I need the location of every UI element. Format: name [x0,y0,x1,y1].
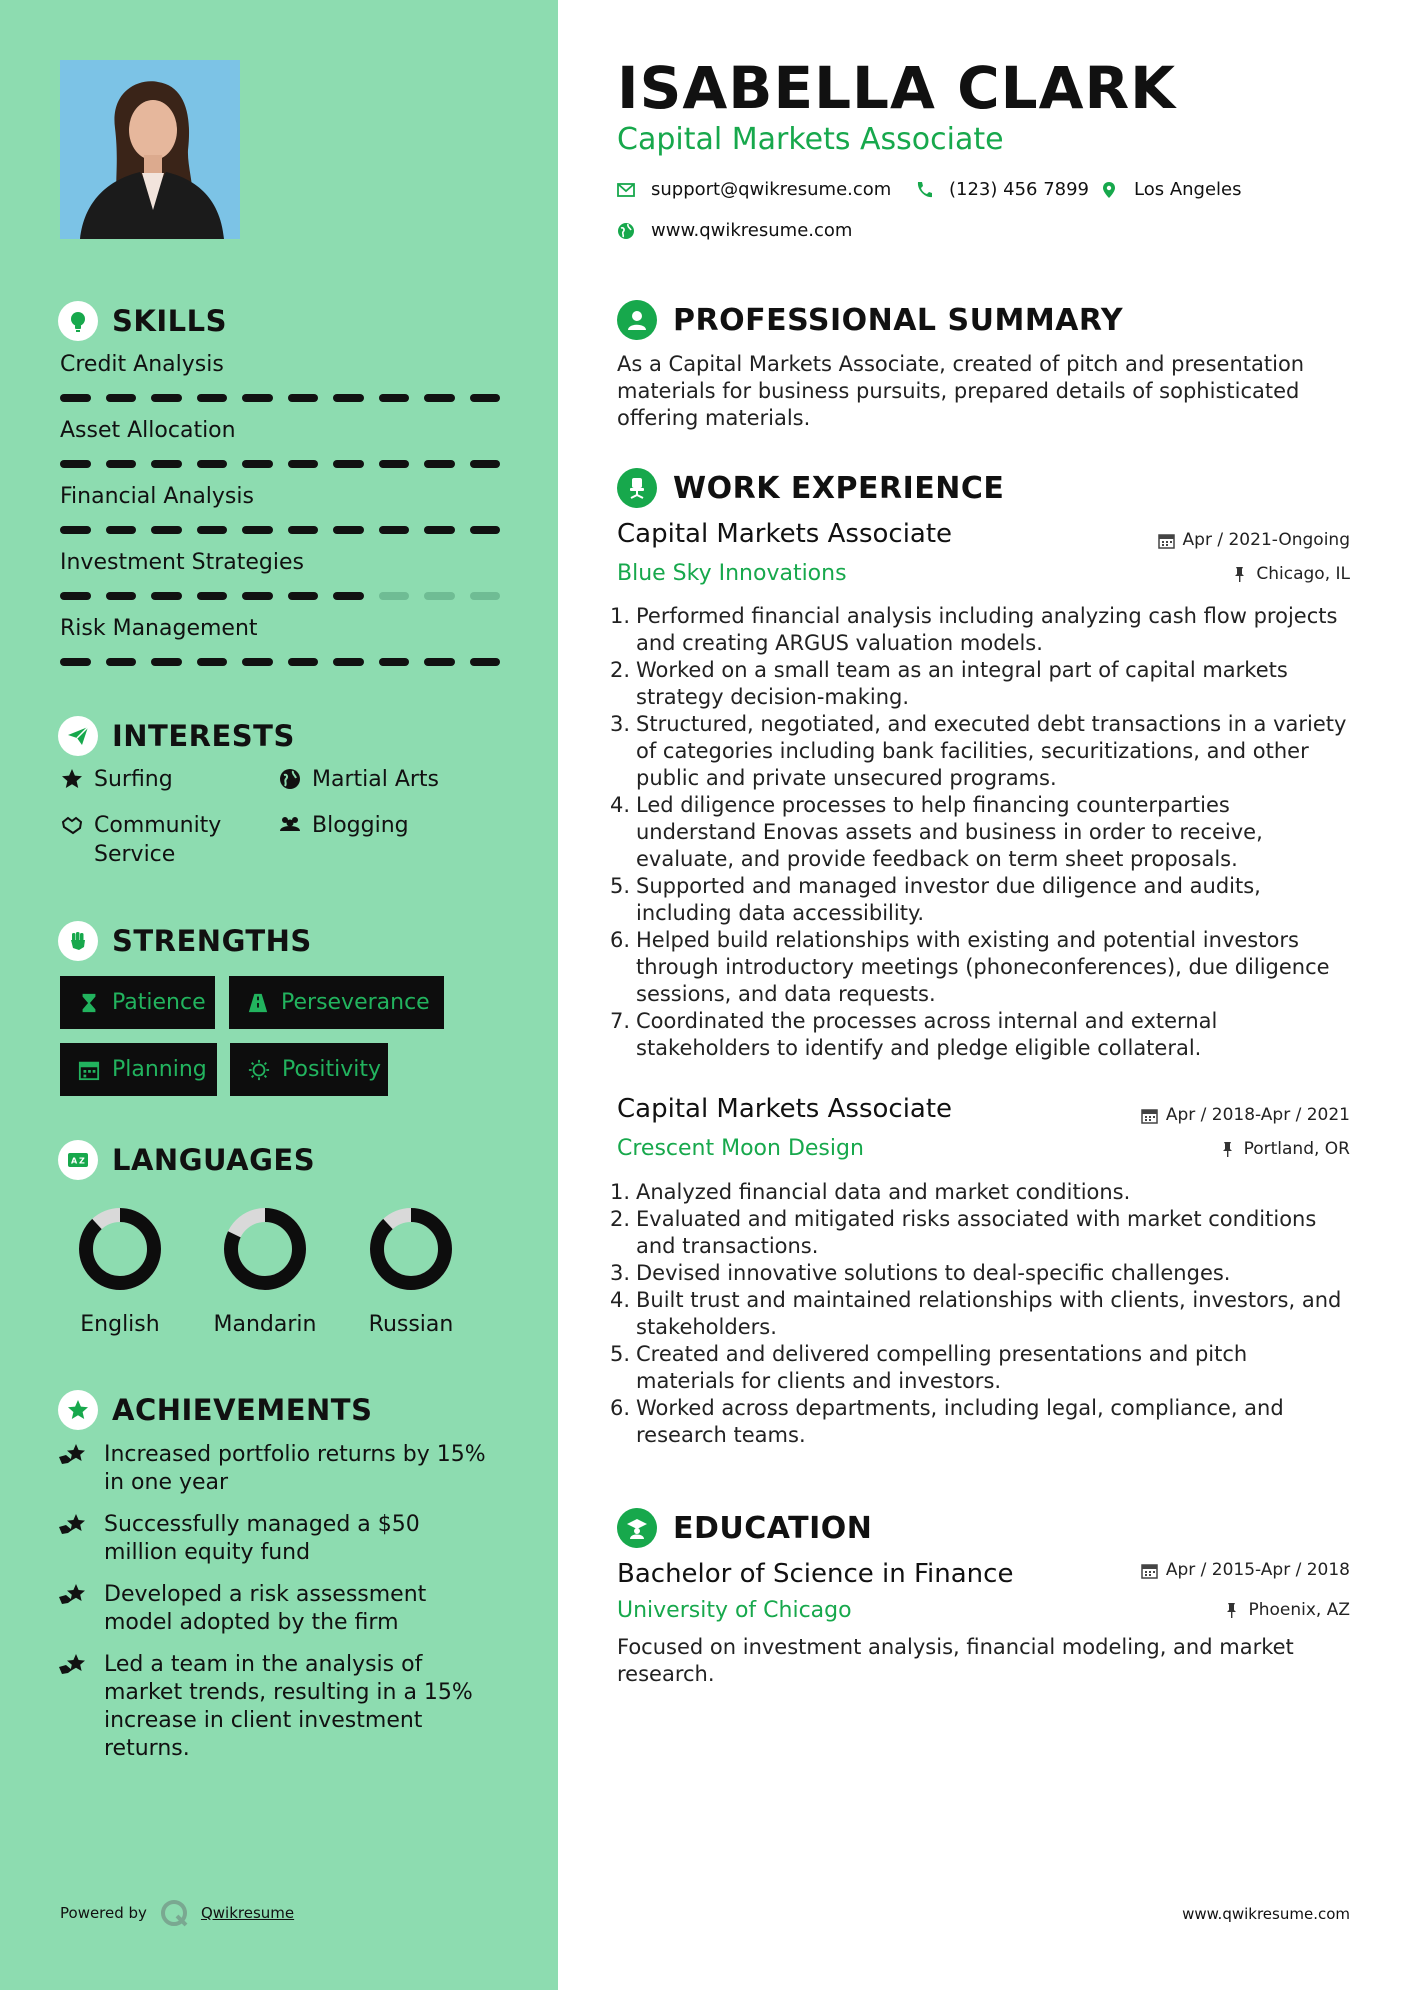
duty-item [610,711,1350,792]
duty-item [610,1395,1350,1449]
duty-number: 5. [610,874,631,898]
skill-level-segment [151,592,182,600]
skill-asset-allocation [60,416,500,468]
job-location-text: Chicago, IL [1256,564,1350,584]
achievements-heading [58,1388,372,1432]
duty-item [610,1179,1350,1206]
interest-item [60,811,260,869]
languages-title: LANGUAGES [112,1143,316,1177]
hourglass-icon [78,992,100,1014]
skill-level-segment [424,658,455,666]
skill-level-segment [106,526,137,534]
education-dates [1141,1560,1350,1580]
star-hand-icon [58,1513,90,1541]
skill-level-bar [60,658,500,666]
skill-level-segment [288,658,319,666]
duty-text: Helped build relationships with existing and potential investors through introductory meetings (phoneconferences), due diligence sessions, and data requests. [636,928,1330,1006]
education-title: EDUCATION [673,1510,873,1546]
language-item [190,1204,340,1337]
summary-heading [617,298,1123,342]
envelope-icon [617,181,635,199]
skill-level-segment [333,394,364,402]
skill-level-segment [288,526,319,534]
achievement-item [58,1651,498,1763]
skill-level-segment [197,460,228,468]
job-location [1219,1139,1350,1159]
skill-name: Credit Analysis [60,352,224,377]
experience-title: WORK EXPERIENCE [673,470,1005,506]
language-donut [75,1204,165,1294]
interest-label: Community Service [94,813,222,867]
job-duties [610,1179,1350,1449]
website-text: www.qwikresume.com [651,220,853,241]
graduate-icon [617,1508,657,1548]
duty-item [610,1341,1350,1395]
duty-item [610,1287,1350,1341]
skill-level-segment [424,592,455,600]
education-school: University of Chicago [617,1598,852,1623]
job-dates [1158,530,1350,550]
sidebar [0,0,558,1990]
job-role: Capital Markets Associate [617,1094,953,1124]
skill-level-segment [333,658,364,666]
language-item [45,1204,195,1337]
skill-level-segment [197,658,228,666]
strength-label: Positivity [282,1057,382,1082]
duty-text: Worked across departments, including legal, compliance, and research teams. [636,1396,1284,1447]
translate-icon [58,1140,98,1180]
duty-item [610,603,1350,657]
pushpin-icon [1231,566,1248,583]
phone-text: (123) 456 7899 [949,179,1090,200]
strengths-heading [58,919,312,963]
skill-level-segment [242,460,273,468]
duty-number: 3. [610,1261,631,1285]
achievement-item [58,1511,498,1567]
duty-text: Analyzed financial data and market conditions. [636,1180,1131,1204]
job-location-text: Portland, OR [1243,1139,1350,1159]
job-location [1231,564,1350,584]
duty-text: Supported and managed investor due diligence and audits, including data accessibility. [636,874,1261,925]
achievement-text: Developed a risk assessment model adopted by the firm [104,1582,427,1635]
skill-level-segment [470,658,501,666]
language-name: English [80,1312,160,1337]
duty-item [610,927,1350,1008]
contact-email[interactable] [617,179,891,200]
skill-level-segment [197,394,228,402]
job-company: Blue Sky Innovations [617,561,847,586]
duty-number: 1. [610,604,631,628]
star-hand-icon [58,1583,90,1611]
language-donut-fill [377,1215,445,1283]
strength-badge [60,1043,217,1096]
achievement-text: Increased portfolio returns by 15% in one year [104,1442,486,1495]
skill-name: Asset Allocation [60,418,236,443]
profile-photo [60,60,240,239]
skill-level-segment [470,394,501,402]
skill-level-segment [470,526,501,534]
job-dates-text: Apr / 2021-Ongoing [1182,530,1350,550]
duty-number: 6. [610,928,631,952]
calendar-icon [78,1059,100,1081]
skill-level-segment [242,394,273,402]
skill-name: Investment Strategies [60,550,304,575]
handshake-icon [60,813,84,837]
skill-level-segment [151,460,182,468]
calendar-icon [1141,1562,1158,1579]
duty-text: Evaluated and mitigated risks associated with market conditions and transactions. [636,1207,1317,1258]
languages-heading [58,1138,315,1182]
interest-label: Blogging [312,813,409,838]
achievement-text: Led a team in the analysis of market trends, resulting in a 15% increase in client investment returns. [104,1652,473,1761]
skill-level-bar [60,526,500,534]
summary-text: As a Capital Markets Associate, created of pitch and presentation materials for business pursuits, prepared details of sophisticated offering materials. [617,352,1305,430]
globe-icon [617,222,635,240]
strength-badge [60,976,215,1029]
svg-text:Z: Z [79,1156,85,1166]
skill-level-bar [60,592,500,600]
paper-plane-icon [58,716,98,756]
powered-by [60,1898,294,1928]
interest-item [60,765,173,794]
language-name: Mandarin [213,1312,317,1337]
pushpin-icon [1219,1141,1236,1158]
road-icon [247,992,269,1014]
education-location [1223,1600,1350,1620]
skill-level-segment [151,658,182,666]
calendar-icon [1158,532,1175,549]
duty-text: Worked on a small team as an integral part of capital markets strategy decision-making. [636,658,1288,709]
skill-level-segment [60,658,91,666]
skill-level-segment [242,658,273,666]
candidate-title: Capital Markets Associate [617,122,1004,157]
skill-level-segment [379,526,410,534]
achievement-item [58,1441,498,1497]
duty-text: Devised innovative solutions to deal-specific challenges. [636,1261,1231,1285]
skill-level-segment [424,526,455,534]
duty-number: 5. [610,1342,631,1366]
skill-level-segment [151,526,182,534]
skill-level-segment [333,592,364,600]
location-text: Los Angeles [1134,179,1242,200]
skill-level-bar [60,460,500,468]
skill-level-segment [106,658,137,666]
job-company: Crescent Moon Design [617,1136,864,1161]
duty-number: 1. [610,1180,631,1204]
job-dates [1141,1105,1350,1125]
skills-title: SKILLS [112,304,227,338]
duty-text: Structured, negotiated, and executed debt transactions in a variety of categories including bank facilities, securitizations, and other public and private unsecured programs. [636,712,1347,790]
experience-heading [617,466,1004,510]
interest-label: Martial Arts [312,767,440,792]
duty-item [610,657,1350,711]
skill-level-segment [151,394,182,402]
strengths-title: STRENGTHS [112,924,312,958]
skill-level-segment [379,460,410,468]
skill-level-segment [242,526,273,534]
phone-icon [915,181,933,199]
skill-level-segment [288,460,319,468]
skill-level-segment [197,526,228,534]
skill-level-segment [106,460,137,468]
star-icon [60,767,84,791]
job-dates-text: Apr / 2018-Apr / 2021 [1165,1105,1350,1125]
strength-badge [229,976,444,1029]
qwikresume-link[interactable]: Qwikresume [200,1904,295,1922]
duty-item [610,1008,1350,1062]
skill-credit-analysis [60,350,500,402]
achievement-item [58,1581,498,1637]
contact-location [1100,179,1242,200]
globe-icon [278,767,302,791]
email-text: support@qwikresume.com [651,179,892,200]
duty-number: 2. [610,658,631,682]
duty-number: 6. [610,1396,631,1420]
office-chair-icon [617,468,657,508]
qwikresume-logo-icon [159,1898,189,1928]
skill-level-segment [60,526,91,534]
user-icon [617,300,657,340]
interest-item [278,811,409,840]
sun-icon [248,1059,270,1081]
skill-level-segment [470,460,501,468]
skill-level-segment [60,394,91,402]
duty-item [610,1260,1350,1287]
interest-item [278,765,439,794]
skill-level-segment [60,460,91,468]
skills-heading [58,299,227,343]
skill-level-segment [379,658,410,666]
skill-level-segment [106,592,137,600]
skill-level-segment [333,526,364,534]
star-badge-icon [58,1390,98,1430]
contact-website[interactable] [617,220,852,241]
skill-level-segment [197,592,228,600]
strength-label: Planning [112,1057,207,1082]
skill-investment-strategies [60,548,500,600]
skill-financial-analysis [60,482,500,534]
users-icon [278,813,302,837]
skill-level-segment [424,394,455,402]
powered-by-label: Powered by [60,1904,147,1922]
skill-level-segment [379,394,410,402]
duty-number: 3. [610,712,631,736]
skill-level-segment [288,394,319,402]
skill-name: Risk Management [60,616,258,641]
achievement-text: Successfully managed a $50 million equity fund [104,1512,420,1565]
lightbulb-icon [58,301,98,341]
footer-url[interactable]: www.qwikresume.com [1182,1905,1350,1923]
language-donut-fill [86,1215,154,1283]
strength-badge [230,1043,388,1096]
summary-title: PROFESSIONAL SUMMARY [673,302,1124,338]
strength-label: Perseverance [281,990,430,1015]
duty-number: 4. [610,793,631,817]
duty-item [610,792,1350,873]
skill-level-bar [60,394,500,402]
achievements-title: ACHIEVEMENTS [112,1393,373,1427]
star-hand-icon [58,1653,90,1681]
interests-title: INTERESTS [112,719,295,753]
skill-level-segment [333,460,364,468]
skill-level-segment [288,592,319,600]
duty-number: 2. [610,1207,631,1231]
skill-level-segment [106,394,137,402]
language-name: Russian [368,1312,454,1337]
duty-text: Built trust and maintained relationships with clients, investors, and stakeholders. [636,1288,1342,1339]
skill-name: Financial Analysis [60,484,254,509]
job-duties [610,603,1350,1062]
star-hand-icon [58,1443,90,1471]
skill-level-segment [424,460,455,468]
interest-label: Surfing [94,767,173,792]
svg-text:A: A [71,1156,78,1166]
contact-phone[interactable] [915,179,1089,200]
duty-text: Led diligence processes to help financing counterparties understand Enovas assets and business in order to receive, evaluate, and provide feedback on term sheet proposals. [636,793,1263,871]
duty-item [610,873,1350,927]
education-heading [617,1506,872,1550]
skill-level-segment [60,592,91,600]
skill-level-segment [470,592,501,600]
interests-heading [58,714,295,758]
duty-item [610,1206,1350,1260]
map-marker-icon [1100,181,1118,199]
pushpin-icon [1223,1602,1240,1619]
language-donut [366,1204,456,1294]
education-location-text: Phoenix, AZ [1248,1600,1350,1620]
duty-text: Coordinated the processes across internal and external stakeholders to identify and pledge eligible collateral. [636,1009,1218,1060]
duty-text: Performed financial analysis including analyzing cash flow projects and creating ARGUS valuation models. [636,604,1338,655]
language-item [336,1204,486,1337]
job-role: Capital Markets Associate [617,519,953,549]
duty-text: Created and delivered compelling presentations and pitch materials for clients and investors. [636,1342,1248,1393]
duty-number: 7. [610,1009,631,1033]
education-dates-text: Apr / 2015-Apr / 2018 [1165,1560,1350,1580]
education-description: Focused on investment analysis, financial modeling, and market research. [617,1635,1294,1686]
skill-level-segment [379,592,410,600]
fist-icon [58,921,98,961]
duty-number: 4. [610,1288,631,1312]
strength-label: Patience [112,990,206,1015]
skill-risk-management [60,614,500,666]
education-degree: Bachelor of Science in Finance [617,1559,1014,1589]
skill-level-segment [242,592,273,600]
calendar-icon [1141,1107,1158,1124]
candidate-name: ISABELLA CLARK [617,54,1177,122]
language-donut [220,1204,310,1294]
